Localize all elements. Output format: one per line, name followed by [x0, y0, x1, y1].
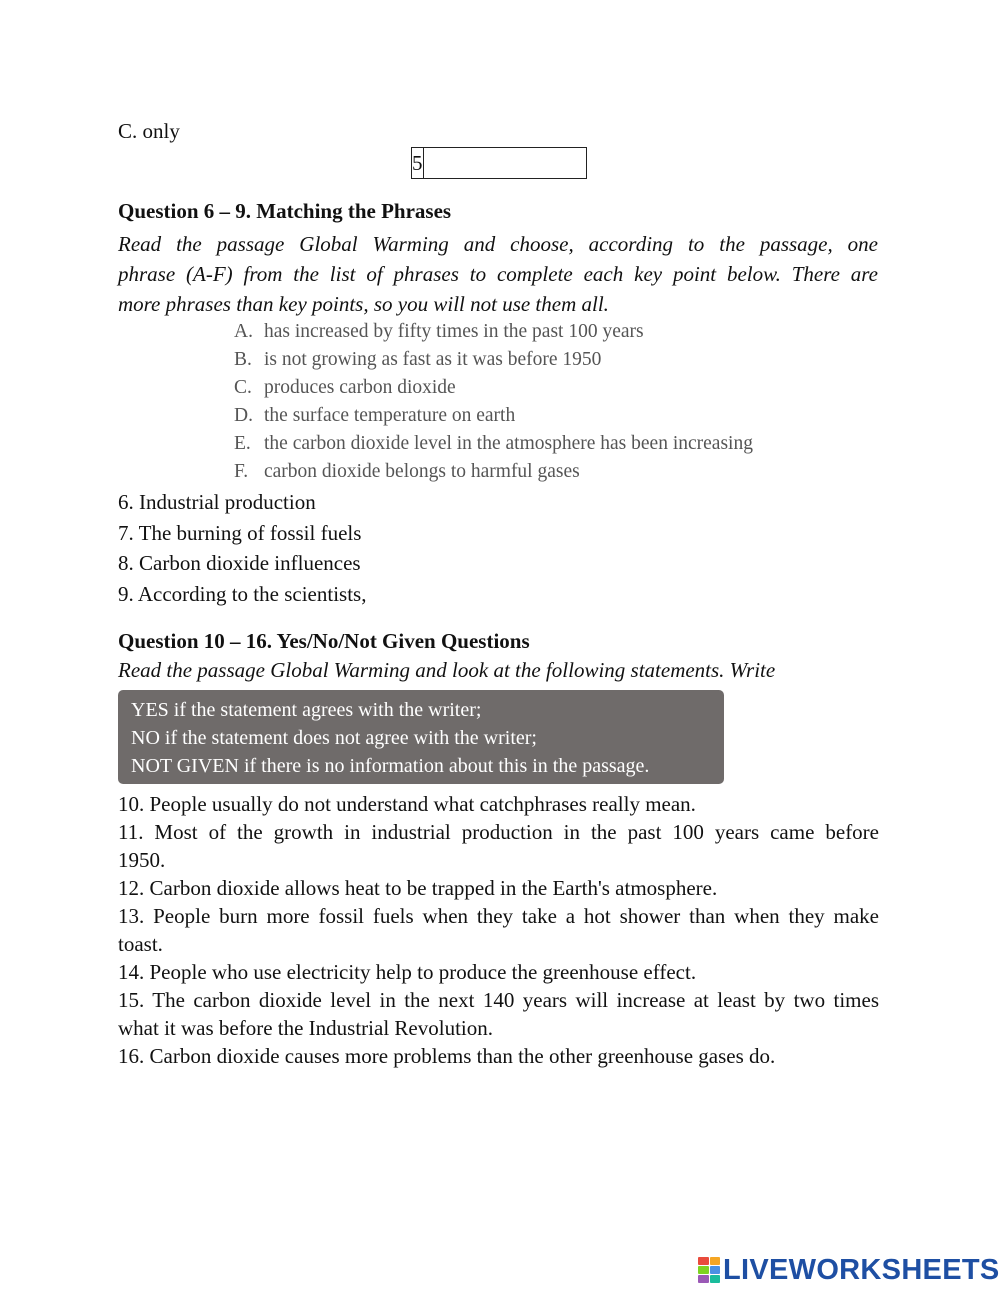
instruction-box	[118, 690, 724, 784]
phrase-text: the carbon dioxide level in the atmosphere has been increasing	[264, 433, 753, 454]
phrase-letter: F.	[234, 461, 249, 482]
box-line-yes: YES if the statement agrees with the writer;	[131, 699, 482, 721]
statement-15-cont: what it was before the Industrial Revolution.	[118, 1016, 493, 1040]
phrase-text: the surface temperature on earth	[264, 405, 516, 426]
answer-input-5[interactable]	[424, 148, 662, 178]
statement-16: 16. Carbon dioxide causes more problems than the other greenhouse gases do.	[118, 1044, 776, 1068]
logo-text: LIVEWORKSHEETS	[723, 1253, 1000, 1286]
phrase-c	[234, 376, 456, 400]
statement-10: 10. People usually do not understand what catchphrases really mean.	[118, 792, 696, 816]
phrase-letter: D.	[234, 405, 253, 426]
statements	[118, 790, 879, 1070]
matching-instructions	[118, 229, 878, 319]
logo-blocks-icon	[698, 1257, 720, 1283]
ynng-instruction: Read the passage Global Warming and look at the following statements. Write	[118, 658, 776, 682]
box-line-not-given: NOT GIVEN if there is no information about this in the passage.	[131, 755, 650, 777]
statement-11-cont: 1950.	[118, 848, 166, 872]
statement-13: 13. People burn more fossil fuels when they take a hot shower than when they make	[118, 904, 879, 928]
matching-heading: Question 6 – 9. Matching the Phrases	[118, 199, 452, 223]
instruction-line: Read the passage Global Warming and choose, according to the passage, one	[118, 232, 878, 256]
phrase-e	[234, 432, 753, 456]
phrase-letter: A.	[234, 321, 253, 342]
instruction-line: more phrases than key points, so you will not use them all.	[118, 292, 609, 316]
matching-item: 6. Industrial production	[118, 490, 316, 514]
instruction-line: phrase (A-F) from the list of phrases to complete each key point below. There are	[118, 262, 878, 286]
phrase-a	[234, 320, 644, 344]
statement-11: 11. Most of the growth in industrial production in the past 100 years came before	[118, 820, 879, 844]
matching-item: 7. The burning of fossil fuels	[118, 520, 362, 545]
phrase-d	[234, 404, 515, 428]
phrase-text: has increased by fifty times in the past 100 years	[264, 321, 644, 342]
liveworksheets-logo	[698, 1253, 1000, 1287]
statement-15: 15. The carbon dioxide level in the next 140 years will increase at least by two times	[118, 988, 879, 1012]
phrase-text: carbon dioxide belongs to harmful gases	[264, 461, 580, 482]
statement-13-cont: toast.	[118, 932, 163, 956]
box-line-no: NO if the statement does not agree with the writer;	[131, 727, 537, 749]
phrase-letter: B.	[234, 349, 252, 370]
phrase-text: is not growing as fast as it was before 1950	[264, 349, 602, 370]
phrase-b	[234, 348, 601, 372]
statement-14: 14. People who use electricity help to produce the greenhouse effect.	[118, 960, 697, 984]
answer-number: 5	[412, 148, 424, 178]
option-c-text: C. only	[118, 119, 180, 143]
matching-item: 9. According to the scientists,	[118, 581, 367, 606]
phrase-letter: E.	[234, 433, 251, 454]
phrase-f	[234, 460, 580, 484]
phrase-letter: C.	[234, 377, 252, 398]
answer-box-5	[411, 147, 587, 179]
phrase-text: produces carbon dioxide	[264, 377, 456, 398]
matching-item: 8. Carbon dioxide influences	[118, 551, 361, 575]
matching-items	[118, 487, 366, 609]
ynng-heading: Question 10 – 16. Yes/No/Not Given Questions	[118, 629, 530, 653]
statement-12: 12. Carbon dioxide allows heat to be trapped in the Earth's atmosphere.	[118, 876, 718, 900]
